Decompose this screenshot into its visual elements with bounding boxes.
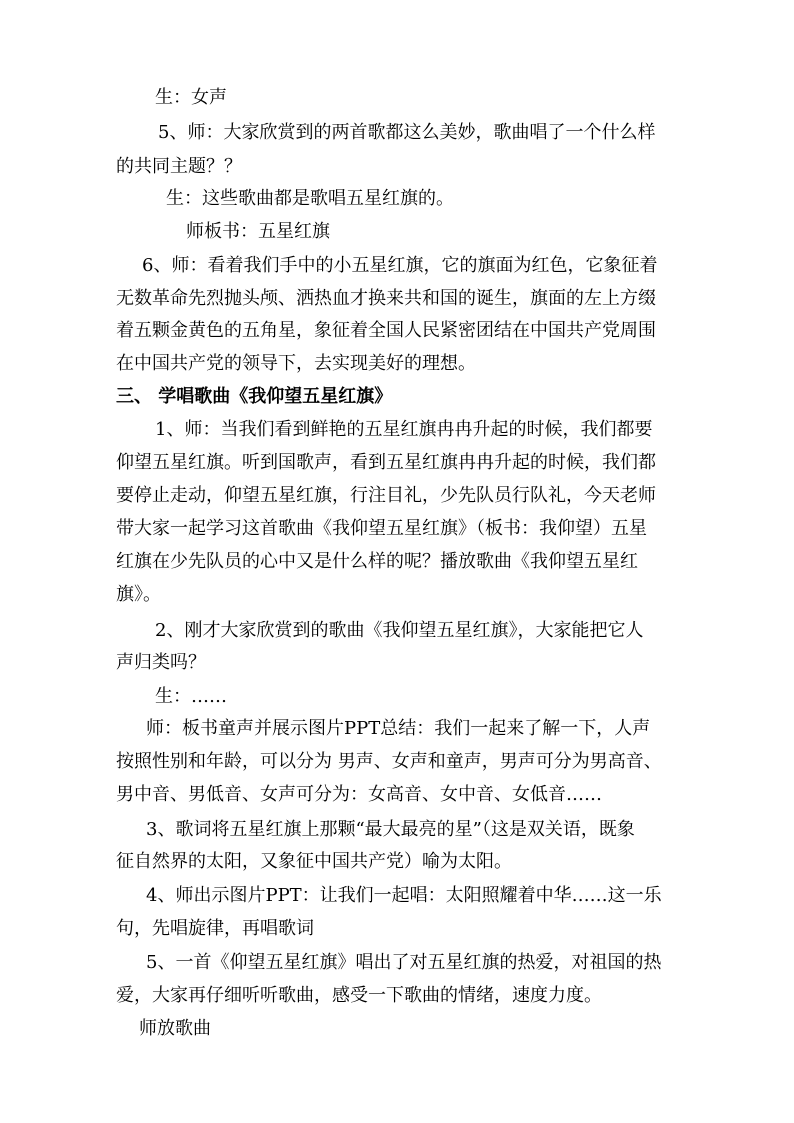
text-line-s3-5: 5、一首《仰望五星红旗》唱出了对五星红旗的热爱，对祖国的热	[146, 952, 662, 973]
text-line-teacher-summary-cont-1: 按照性别和年龄，可以分为 男声、女声和童声，男声可分为男高音、	[116, 751, 662, 772]
text-line-q6-cont-3: 在中国共产党的领导下，去实现美好的理想。	[116, 353, 476, 374]
text-line-s3-2: 2、刚才大家欣赏到的歌曲《我仰望五星红旗》，大家能把它人	[155, 620, 644, 641]
text-line-board-writing: 师板书：五星红旗	[186, 221, 330, 242]
text-line-teacher-summary-cont-2: 男中音、男低音、女声可分为：女高音、女中音、女低音……	[116, 784, 602, 805]
text-line-s3-1-cont-5: 旗》。	[116, 584, 161, 605]
text-line-q6-cont-1: 无数革命先烈抛头颅、洒热血才换来共和国的诞生，旗面的左上方缀	[116, 288, 656, 309]
text-line-s3-1-cont-1: 仰望五星红旗。听到国歌声，看到五星红旗冉冉升起的时候，我们都	[116, 452, 656, 473]
section-heading-3: 三、 学唱歌曲《我仰望五星红旗》	[116, 386, 393, 407]
text-line-q5: 5、师：大家欣赏到的两首歌都这么美妙，歌曲唱了一个什么样	[158, 122, 656, 143]
text-line-q5-cont: 的共同主题？？	[116, 156, 242, 177]
text-line-s3-2-cont: 声归类吗？	[116, 652, 206, 673]
text-line-play-song: 师放歌曲	[139, 1018, 211, 1039]
text-line-student-answer: 生：这些歌曲都是歌唱五星红旗的。	[166, 188, 454, 209]
text-line-s3-5-cont: 爱，大家再仔细听听歌曲，感受一下歌曲的情绪，速度力度。	[116, 985, 602, 1006]
text-line-q6-cont-2: 着五颗金黄色的五角星，象征着全国人民紧密团结在中国共产党周围	[116, 320, 656, 341]
text-line-s3-4: 4、师出示图片PPT：让我们一起唱：太阳照耀着中华……这一乐	[146, 885, 662, 906]
text-line-s3-3-cont: 征自然界的太阳，又象征中国共产党）喻为太阳。	[116, 851, 512, 872]
text-line-q6: 6、师：看着我们手中的小五星红旗，它的旗面为红色，它象征着	[142, 255, 658, 276]
text-line-s3-1-cont-3: 带大家一起学习这首歌曲《我仰望五星红旗》（板书：我仰望）五星	[116, 518, 647, 539]
text-line-s3-4-cont: 句，先唱旋律，再唱歌词	[116, 918, 314, 939]
text-line-s3-1: 1、师：当我们看到鲜艳的五星红旗冉冉升起的时候，我们都要	[155, 419, 653, 440]
text-line-s3-1-cont-2: 要停止走动，仰望五星红旗，行注目礼，少先队员行队礼，今天老师	[116, 485, 656, 506]
text-line-teacher-summary: 师：板书童声并展示图片PPT总结：我们一起来了解一下，人声	[146, 718, 651, 739]
text-line-student-ellipsis: 生：……	[155, 686, 227, 707]
text-line-s3-3: 3、歌词将五星红旗上那颗“最大最亮的星”（这是双关语，既象	[146, 819, 635, 840]
text-line-student-female-voice: 生：女声	[155, 87, 227, 108]
text-line-s3-1-cont-4: 红旗在少先队员的心中又是什么样的呢？播放歌曲《我仰望五星红	[116, 551, 638, 572]
